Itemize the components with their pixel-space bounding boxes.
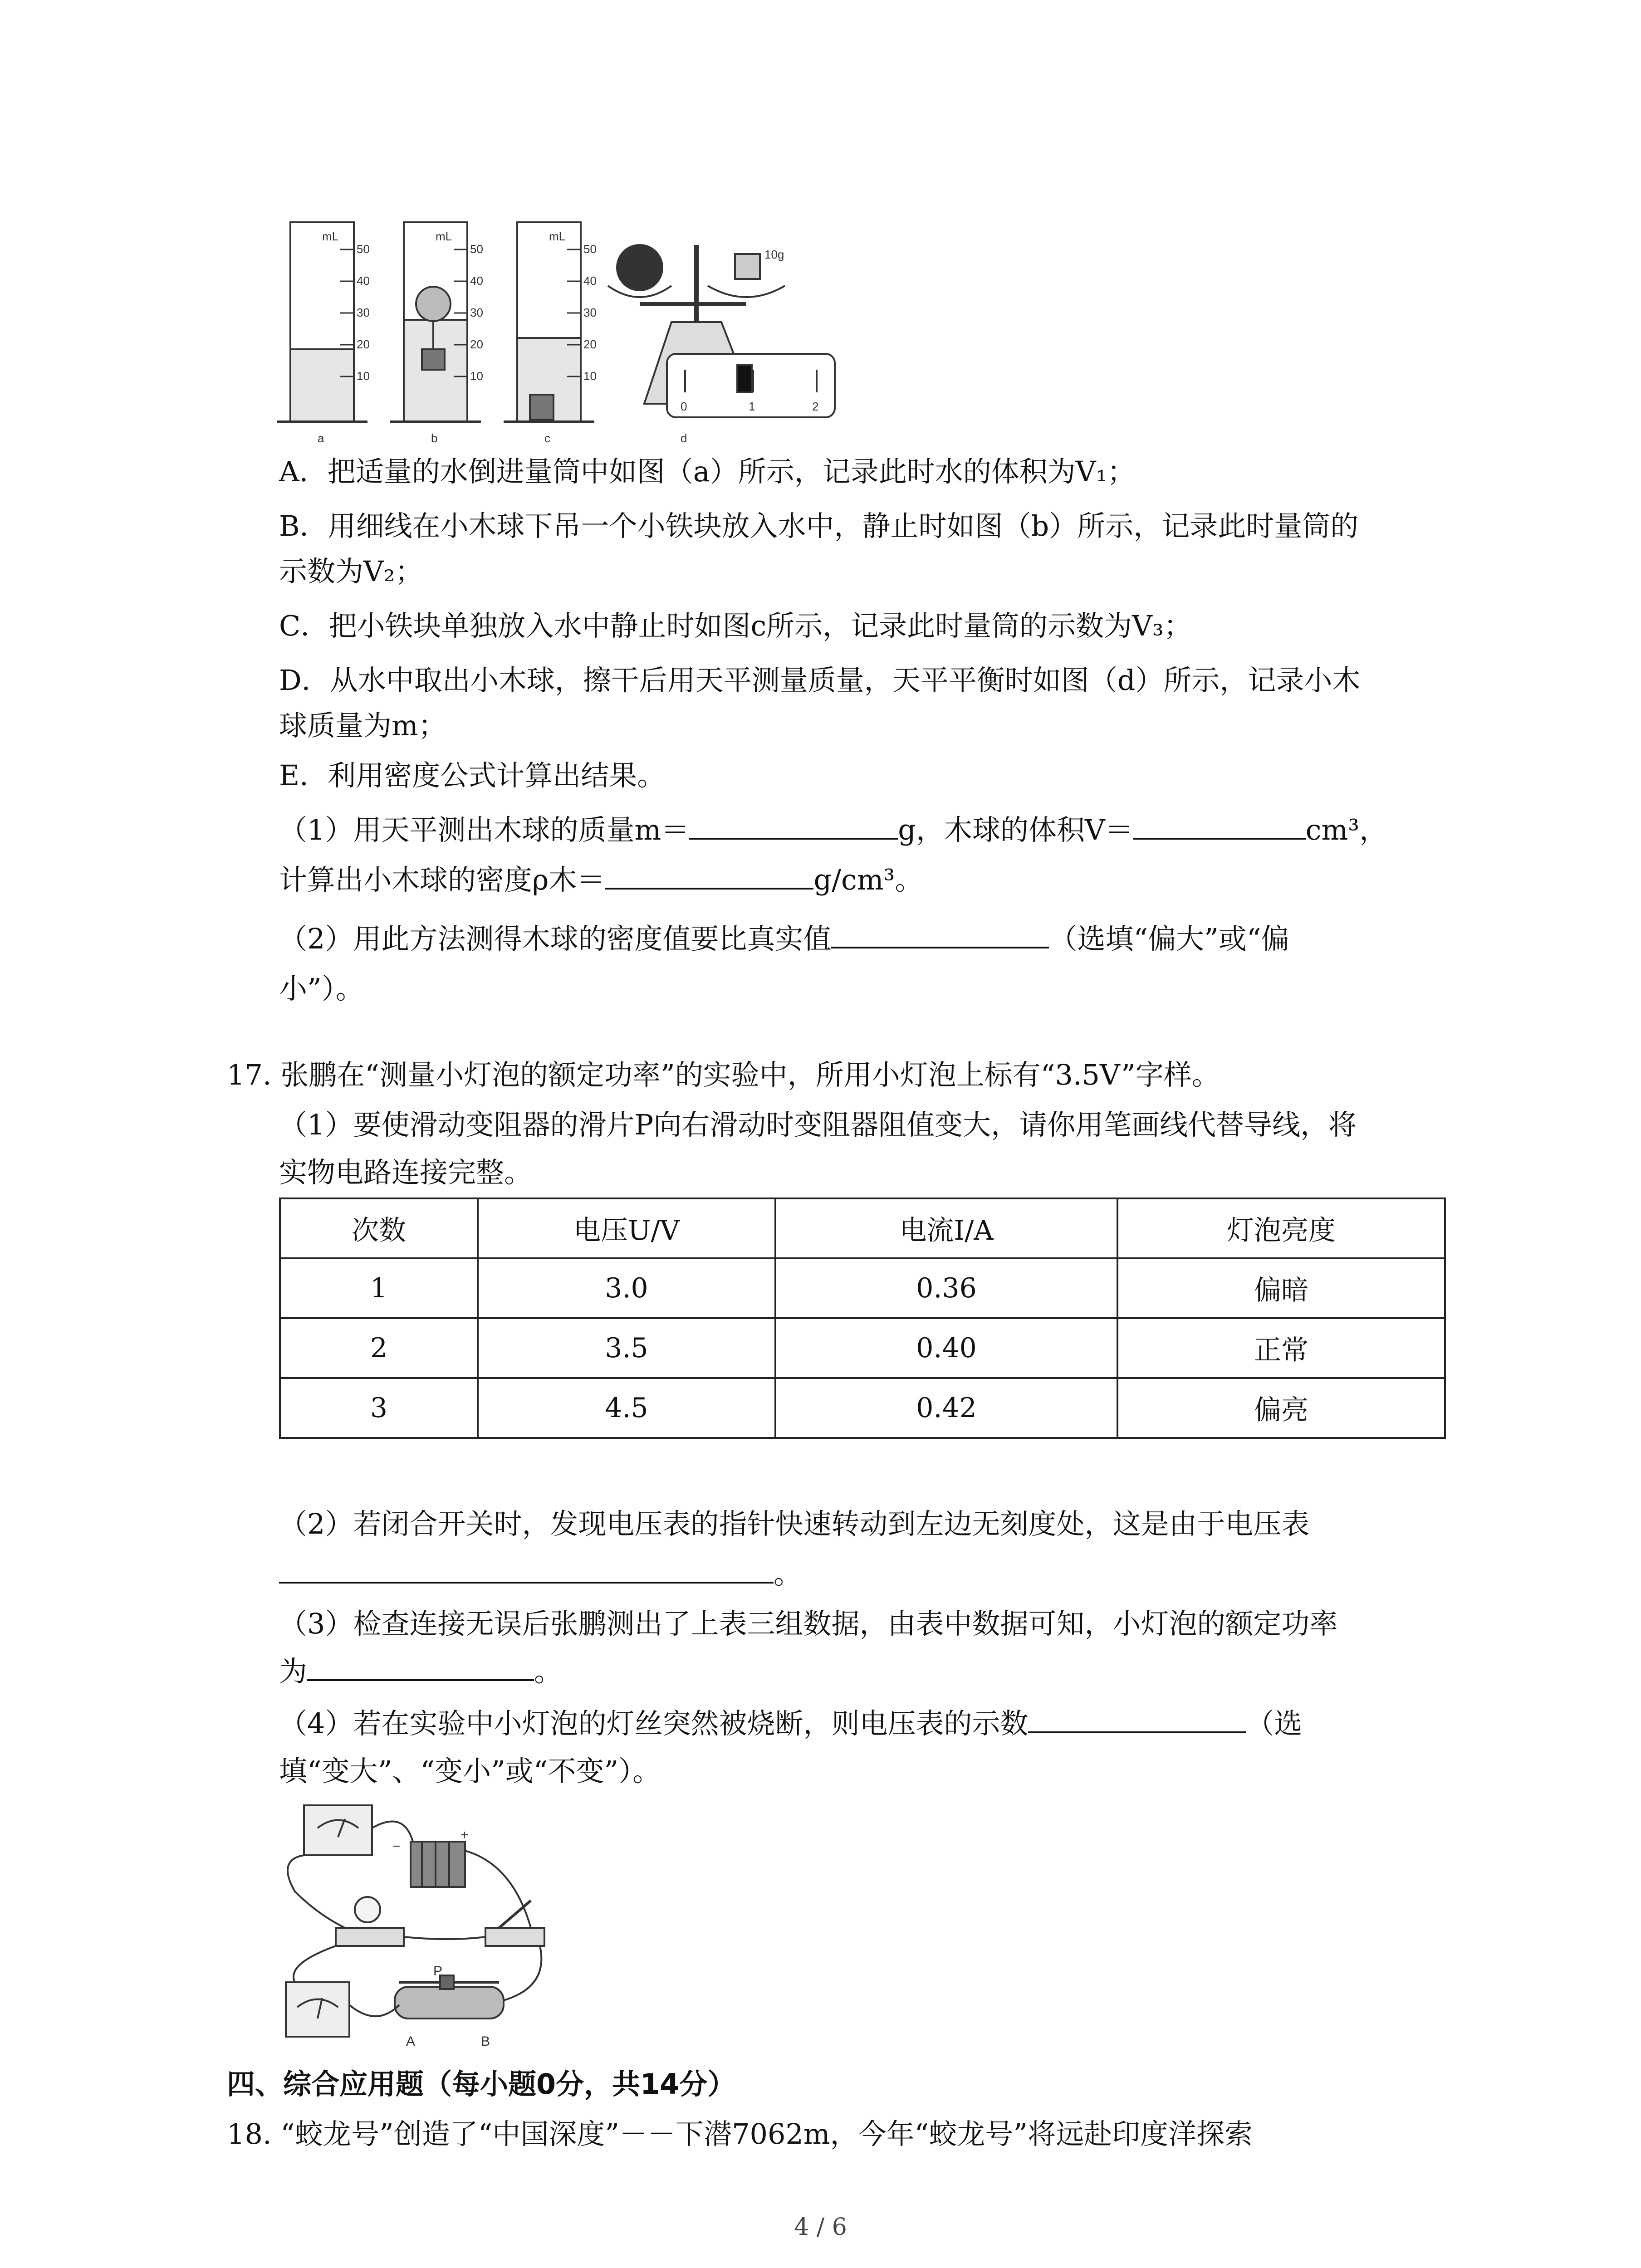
q16-step-d-line1: D．从水中取出小木球，擦干后用天平测量质量，天平平衡时如图（d）所示，记录小木 <box>279 664 1361 697</box>
scale-tick-label: 2 <box>812 400 819 413</box>
q17-part2-line1: （2）若闭合开关时，发现电压表的指针快速转动到左边无刻度处，这是由于电压表 <box>279 1507 1310 1540</box>
terminal-a-label: A <box>406 2034 416 2049</box>
battery <box>411 1842 465 1887</box>
table-header-row <box>280 1198 1445 1258</box>
table-cell: 0.40 <box>775 1318 1117 1378</box>
q17-part1-line2: 实物电路连接完整。 <box>279 1156 533 1189</box>
table-cell: 偏亮 <box>1117 1378 1445 1438</box>
tick-label: 30 <box>583 306 597 319</box>
q16-step-b-line1: B．用细线在小木球下吊一个小铁块放入水中，静止时如图（b）所示，记录此时量筒的 <box>279 509 1359 543</box>
q16-part1-text-a: （1）用天平测出木球的质量m＝ <box>279 813 690 846</box>
tick-label: 50 <box>357 242 370 256</box>
scale-tick-label: 1 <box>749 400 755 413</box>
answer-blank-voltmeter[interactable] <box>279 1556 774 1584</box>
q16-step-d-line2: 球质量为m； <box>279 709 446 742</box>
tick-label: 40 <box>470 274 483 288</box>
page-number: 4 / 6 <box>794 2214 847 2241</box>
slider-p-label: P <box>433 1964 443 1979</box>
q17-part3-end: 。 <box>534 1655 563 1688</box>
scale-tick-label: 0 <box>681 400 687 413</box>
cylinder-c <box>504 222 594 422</box>
table-header: 次数 <box>280 1198 478 1258</box>
q16-part2-text-a: （2）用此方法测得木球的密度值要比真实值 <box>279 922 832 955</box>
tick-label: 30 <box>357 306 370 319</box>
tick-label: 30 <box>470 306 483 319</box>
table-cell: 3.0 <box>478 1258 775 1318</box>
section-heading: 四、综合应用题（每小题0分，共14分） <box>227 2068 736 2101</box>
q17-part3-text-b: 为 <box>279 1655 308 1688</box>
table-row <box>280 1258 1445 1318</box>
table-cell: 1 <box>280 1258 478 1318</box>
q16-part1-text-d: 计算出小木球的密度ρ木＝ <box>279 863 605 896</box>
rheostat <box>395 1975 504 2019</box>
answer-blank-volume[interactable] <box>1133 812 1306 840</box>
answer-blank-rated-power[interactable] <box>307 1654 534 1681</box>
q17-part3-line1: （3）检查连接无误后张鹏测出了上表三组数据，由表中数据可知，小灯泡的额定功率 <box>279 1607 1338 1640</box>
table-cell: 0.42 <box>775 1378 1117 1438</box>
data-table <box>279 1198 1446 1439</box>
battery-plus-label: + <box>460 1828 469 1843</box>
table-cell: 偏暗 <box>1117 1258 1445 1318</box>
panel-label-d: d <box>681 431 687 445</box>
q17-part1-line1: （1）要使滑动变阻器的滑片P向右滑动时变阻器阻值变大，请你用笔画线代替导线，将 <box>279 1108 1357 1141</box>
answer-blank-error[interactable] <box>831 921 1049 948</box>
tick-label: 20 <box>583 337 597 351</box>
table-cell: 3.5 <box>478 1318 775 1378</box>
tick-label: 40 <box>357 274 370 288</box>
q16-part1-line1 <box>279 812 1387 848</box>
table-header: 电压U/V <box>478 1198 775 1258</box>
table-cell: 正常 <box>1117 1318 1445 1378</box>
table-cell: 2 <box>280 1318 478 1378</box>
table-header: 电流I/A <box>775 1198 1117 1258</box>
panel-label-c: c <box>544 431 550 445</box>
unit-label-a: mL <box>322 230 339 243</box>
cylinder-a <box>277 222 367 422</box>
answer-blank-voltmeter-reading[interactable] <box>1028 1706 1246 1733</box>
q16-part1-line2 <box>279 862 923 898</box>
cylinder-b <box>390 222 481 422</box>
panel-label-b: b <box>431 431 438 445</box>
weight-label: 10g <box>764 248 784 261</box>
tick-label: 50 <box>470 242 483 256</box>
q17-part4-text-a: （4）若在实验中小灯泡的灯丝突然被烧断，则电压表的示数 <box>279 1707 1029 1740</box>
q16-part2-text-b: （选填“偏大”或“偏 <box>1049 922 1289 955</box>
q16-step-a: A．把适量的水倒进量筒中如图（a）所示，记录此时水的体积为V₁； <box>279 455 1136 488</box>
q17-part4-text-b: （选 <box>1246 1707 1303 1740</box>
table-cell: 4.5 <box>478 1378 775 1438</box>
tick-label: 50 <box>583 242 597 256</box>
balance-d <box>608 245 835 417</box>
figure-circuit <box>277 1792 558 2055</box>
q17-part3-line2 <box>279 1653 562 1690</box>
unit-label-c: mL <box>549 230 566 243</box>
q17-part2-line2 <box>279 1556 802 1592</box>
tick-label: 40 <box>583 274 597 288</box>
tick-label: 10 <box>357 369 370 383</box>
q18-text: 18. “蛟龙号”创造了“中国深度”－－下潜7062m，今年“蛟龙号”将远赴印度洋探索 <box>227 2117 1253 2151</box>
q16-step-e: E．利用密度公式计算出结果。 <box>279 759 666 792</box>
q17-part4-line1 <box>279 1706 1302 1742</box>
q16-step-b-line2: 示数为V₂； <box>279 555 423 588</box>
q16-part2-line1 <box>279 921 1289 957</box>
table-header: 灯泡亮度 <box>1117 1198 1445 1258</box>
q17-part4-line2: 填“变大”、“变小”或“不变”）。 <box>279 1755 661 1788</box>
voltmeter <box>286 1982 349 2037</box>
switch <box>485 1901 544 1946</box>
table-row <box>280 1378 1445 1438</box>
light-bulb <box>336 1897 404 1946</box>
table-row <box>280 1318 1445 1378</box>
q16-part1-text-e: g/cm³。 <box>813 863 923 896</box>
q16-part1-text-c: cm³， <box>1305 813 1388 846</box>
terminal-b-label: B <box>481 2034 490 2049</box>
unit-label-b: mL <box>436 230 452 243</box>
q16-part2-line2: 小”）。 <box>279 972 364 1005</box>
figure-density-apparatus <box>272 213 862 449</box>
q17-intro: 17. 张鹏在“测量小灯泡的额定功率”的实验中，所用小灯泡上标有“3.5V”字样。 <box>227 1058 1220 1091</box>
table-cell: 3 <box>280 1378 478 1438</box>
table-cell: 0.36 <box>775 1258 1117 1318</box>
battery-minus-label: − <box>392 1839 401 1854</box>
answer-blank-mass[interactable] <box>689 812 898 840</box>
tick-label: 20 <box>357 337 370 351</box>
q16-part1-text-b: g，木球的体积V＝ <box>898 813 1133 846</box>
panel-label-a: a <box>318 431 324 445</box>
tick-label: 10 <box>583 369 597 383</box>
tick-label: 10 <box>470 369 483 383</box>
tick-label: 20 <box>470 337 483 351</box>
q17-part2-end: 。 <box>774 1557 802 1590</box>
ammeter <box>304 1805 372 1855</box>
q16-step-c: C．把小铁块单独放入水中静止时如图c所示，记录此时量筒的示数为V₃； <box>279 609 1192 642</box>
answer-blank-density[interactable] <box>605 862 813 890</box>
